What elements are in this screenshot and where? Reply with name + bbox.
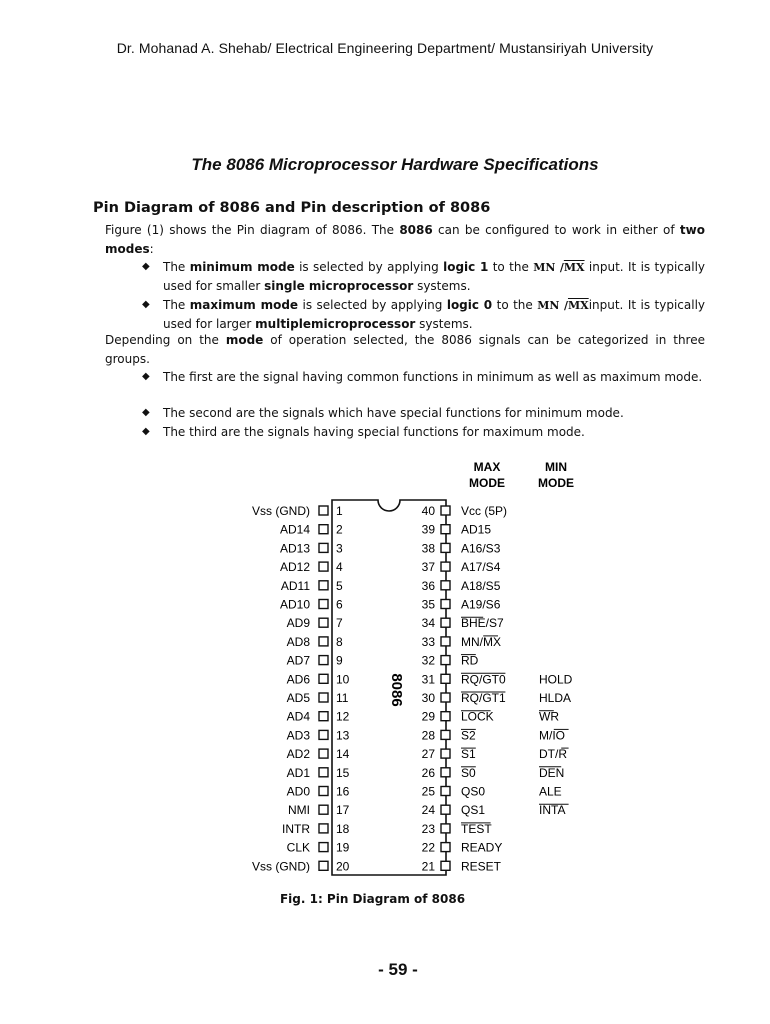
pin-number-left: 10 bbox=[336, 672, 350, 687]
pin-name-left: AD6 bbox=[286, 672, 310, 687]
text: The third are the signals having special functions for maximum mode. bbox=[163, 425, 585, 439]
pin-number-right: 29 bbox=[421, 709, 435, 724]
pin-name-max: QS0 bbox=[461, 784, 486, 799]
pin-number-left: 7 bbox=[336, 616, 343, 631]
pin-name-max: S0 bbox=[461, 765, 476, 780]
pin-pad-left bbox=[319, 824, 328, 833]
text: to the bbox=[488, 260, 534, 274]
diamond-bullet-icon: ◆ bbox=[142, 371, 150, 382]
pin-number-right: 33 bbox=[421, 634, 435, 649]
text: can be configured to work in either of bbox=[432, 223, 680, 237]
pin-number-right: 25 bbox=[421, 784, 435, 799]
pin-pad-right bbox=[441, 525, 450, 534]
pin-name-left: AD14 bbox=[279, 522, 310, 537]
text-bold: logic 0 bbox=[446, 298, 493, 312]
text: input. It is typically used for smaller bbox=[163, 260, 706, 293]
pin-pad-right bbox=[441, 805, 450, 814]
text: input. It is typically used for larger bbox=[163, 298, 706, 331]
pin-name-max: A19/S6 bbox=[461, 597, 501, 612]
pin-pad-left bbox=[319, 712, 328, 721]
pin-pad-right bbox=[441, 824, 450, 833]
pin-pad-left bbox=[319, 656, 328, 665]
pin-pad-right bbox=[441, 768, 450, 777]
pin-name-left: NMI bbox=[288, 803, 310, 818]
pin-name-min: M/IO bbox=[539, 728, 565, 743]
text: The first are the signal having common functions in minimum as well as maximum mode. bbox=[163, 370, 703, 384]
pin-name-left: AD4 bbox=[286, 709, 310, 724]
pin-pad-right bbox=[441, 600, 450, 609]
pin-name-left: AD13 bbox=[279, 541, 310, 556]
text: of operation selected, the 8086 signals can be categorized in three groups. bbox=[105, 333, 705, 366]
pin-name-max: MN/MX bbox=[461, 634, 501, 649]
pin-name-max: S1 bbox=[461, 747, 476, 762]
pin-name-max: RQ/GT0 bbox=[461, 672, 506, 687]
pin-pad-right bbox=[441, 506, 450, 515]
section-heading: Pin Diagram of 8086 and Pin description of 8086 bbox=[93, 200, 491, 216]
pin-name-min: HOLD bbox=[539, 672, 573, 687]
pin-name-max: RESET bbox=[461, 859, 502, 874]
text: systems. bbox=[413, 279, 471, 293]
text: Figure (1) shows the Pin diagram of 8086. The bbox=[105, 223, 400, 237]
pin-number-right: 23 bbox=[421, 821, 435, 836]
pin-number-right: 32 bbox=[421, 653, 435, 668]
pin-name-max: A16/S3 bbox=[461, 541, 501, 556]
text: is selected by applying bbox=[298, 298, 447, 312]
pin-name-max: A18/S5 bbox=[461, 578, 501, 593]
pin-number-left: 4 bbox=[336, 560, 343, 575]
pin-pad-right bbox=[441, 693, 450, 702]
pin-number-left: 19 bbox=[336, 840, 350, 855]
pin-pad-right bbox=[441, 861, 450, 870]
pin-name-left: AD8 bbox=[286, 634, 310, 649]
pin-number-left: 6 bbox=[336, 597, 343, 612]
pin-number-left: 17 bbox=[336, 803, 350, 818]
pin-name-max: TEST bbox=[461, 821, 492, 836]
pin-name-left: CLK bbox=[286, 840, 310, 855]
text: to the bbox=[492, 298, 538, 312]
text-bold: 8086 bbox=[399, 223, 433, 237]
chip-label: 8086 bbox=[388, 673, 405, 707]
max-mode-header-line2: MODE bbox=[469, 476, 505, 490]
text: is selected by applying bbox=[294, 260, 444, 274]
pin-name-max: LOCK bbox=[461, 709, 494, 724]
text-bold: single microprocessor bbox=[264, 279, 414, 293]
diamond-bullet-icon: ◆ bbox=[142, 407, 150, 418]
pin-number-left: 2 bbox=[336, 522, 343, 537]
pin-pad-left bbox=[319, 674, 328, 683]
pin-pad-right bbox=[441, 749, 450, 758]
text: The second are the signals which have special functions for minimum mode. bbox=[163, 406, 624, 420]
pin-pad-left bbox=[319, 861, 328, 870]
text-bold: multiplemicroprocessor bbox=[255, 317, 416, 331]
pin-name-left: AD0 bbox=[286, 784, 310, 799]
pin-pad-right bbox=[441, 674, 450, 683]
text-bold: two modes bbox=[105, 223, 705, 256]
pin-pad-left bbox=[319, 618, 328, 627]
pin-pad-left bbox=[319, 637, 328, 646]
pin-number-right: 36 bbox=[421, 578, 435, 593]
pin-number-left: 11 bbox=[336, 691, 349, 705]
diamond-bullet-icon: ◆ bbox=[142, 299, 150, 310]
pin-pad-left bbox=[319, 581, 328, 590]
pin-pad-right bbox=[441, 843, 450, 852]
min-mode-header-line1: MIN bbox=[545, 460, 567, 474]
pin-name-max: READY bbox=[461, 840, 503, 855]
pin-name-max: AD15 bbox=[461, 522, 492, 537]
pin-pad-left bbox=[319, 562, 328, 571]
pin-name-left: INTR bbox=[282, 821, 310, 836]
pin-number-left: 5 bbox=[336, 578, 343, 593]
pin-number-left: 12 bbox=[336, 709, 350, 724]
mn-label: MN / bbox=[533, 261, 564, 274]
pin-number-left: 3 bbox=[336, 541, 343, 556]
pin-name-min: HLDA bbox=[539, 691, 572, 705]
pin-number-left: 8 bbox=[336, 634, 343, 649]
page-number: - 59 - bbox=[378, 960, 418, 979]
pin-pad-left bbox=[319, 768, 328, 777]
pin-number-left: 15 bbox=[336, 765, 350, 780]
text: : bbox=[149, 241, 154, 256]
pin-number-right: 30 bbox=[421, 691, 435, 705]
text-bold: mode bbox=[225, 333, 264, 347]
pin-pad-right bbox=[441, 618, 450, 627]
min-mode-header-line2: MODE bbox=[538, 476, 574, 490]
pin-pad-left bbox=[319, 787, 328, 796]
pin-pad-right bbox=[441, 712, 450, 721]
pin-number-left: 18 bbox=[336, 821, 350, 836]
pin-name-left: Vss (GND) bbox=[252, 504, 310, 518]
pin-number-right: 22 bbox=[421, 840, 435, 855]
pin-number-right: 38 bbox=[421, 541, 435, 556]
figure-caption: Fig. 1: Pin Diagram of 8086 bbox=[279, 892, 466, 906]
pin-pad-right bbox=[441, 656, 450, 665]
pin-number-right: 37 bbox=[421, 560, 435, 575]
pin-name-min: INTA bbox=[539, 803, 566, 818]
pin-name-left: AD11 bbox=[280, 578, 310, 593]
pin-name-left: AD3 bbox=[286, 728, 310, 743]
pin-number-right: 39 bbox=[421, 522, 435, 537]
pin-pad-left bbox=[319, 525, 328, 534]
text: The bbox=[163, 298, 190, 312]
mx-overline-label: $\overline{MX}$ bbox=[563, 261, 585, 274]
pin-number-left: 13 bbox=[336, 728, 350, 743]
text-bold: logic 1 bbox=[443, 260, 489, 274]
pin-pad-right bbox=[441, 581, 450, 590]
pin-pad-left bbox=[319, 805, 328, 814]
max-mode-header-line1: MAX bbox=[473, 460, 501, 474]
pin-name-max: QS1 bbox=[461, 803, 486, 818]
pin-number-right: 35 bbox=[421, 597, 435, 612]
pin-number-right: 21 bbox=[421, 859, 435, 874]
pin-number-left: 20 bbox=[336, 859, 350, 874]
text-bold: minimum mode bbox=[189, 260, 295, 274]
pin-name-min: DEN bbox=[539, 765, 565, 780]
pin-name-left: AD9 bbox=[286, 616, 310, 631]
pin-number-right: 31 bbox=[421, 672, 435, 687]
pin-name-left: Vss (GND) bbox=[252, 859, 310, 874]
pin-number-right: 34 bbox=[421, 616, 435, 631]
pin-pad-left bbox=[319, 693, 328, 702]
pin-name-max: A17/S4 bbox=[461, 560, 501, 575]
pin-pad-left bbox=[319, 506, 328, 515]
pin-pad-left bbox=[319, 600, 328, 609]
pin-name-max: BHE/S7 bbox=[461, 616, 504, 631]
pin-pad-right bbox=[441, 543, 450, 552]
pin-pad-left bbox=[319, 843, 328, 852]
mx-overline-label: $\overline{MX}$ bbox=[567, 299, 589, 312]
pin-number-right: 24 bbox=[421, 803, 435, 818]
pin-pad-right bbox=[441, 637, 450, 646]
pin-name-left: AD7 bbox=[286, 653, 310, 668]
diamond-bullet-icon: ◆ bbox=[142, 261, 150, 272]
pin-name-min: ALE bbox=[539, 784, 562, 799]
pin-number-right: 27 bbox=[421, 747, 435, 762]
page-title: The 8086 Microprocessor Hardware Specifications bbox=[191, 155, 599, 174]
pin-name-left: AD12 bbox=[279, 560, 310, 575]
pin-number-right: 28 bbox=[421, 728, 435, 743]
page-header: Dr. Mohanad A. Shehab/ Electrical Engineering Department/ Mustansiriyah University bbox=[116, 40, 654, 56]
pin-pad-left bbox=[319, 730, 328, 739]
pin-name-max: S2 bbox=[461, 728, 476, 743]
pin-number-left: 16 bbox=[336, 784, 350, 799]
pin-pad-left bbox=[319, 543, 328, 552]
pin-pad-right bbox=[441, 562, 450, 571]
pin-name-left: AD1 bbox=[286, 765, 310, 780]
pin-pad-right bbox=[441, 730, 450, 739]
pin-name-min: WR bbox=[539, 709, 559, 724]
pin-name-min: DT/R bbox=[539, 747, 567, 762]
pin-name-left: AD10 bbox=[279, 597, 310, 612]
text: The bbox=[163, 260, 190, 274]
pin-name-left: AD5 bbox=[286, 691, 310, 705]
pin-number-right: 40 bbox=[421, 504, 435, 518]
text: systems. bbox=[415, 317, 473, 331]
mn-label: MN / bbox=[537, 299, 568, 312]
pin-pad-right bbox=[441, 787, 450, 796]
pin-pad-left bbox=[319, 749, 328, 758]
pin-name-max: RQ/GT1 bbox=[461, 691, 506, 705]
pin-number-left: 14 bbox=[336, 747, 350, 762]
pin-number-right: 26 bbox=[421, 765, 435, 780]
text: Depending on the bbox=[105, 333, 226, 347]
pin-name-max: RD bbox=[461, 653, 479, 668]
pin-name-max: Vcc (5P) bbox=[461, 504, 508, 518]
text-bold: maximum mode bbox=[189, 298, 299, 312]
diamond-bullet-icon: ◆ bbox=[142, 426, 150, 437]
pin-number-left: 1 bbox=[336, 504, 343, 518]
pin-number-left: 9 bbox=[336, 653, 343, 668]
pin-name-left: AD2 bbox=[286, 747, 310, 762]
